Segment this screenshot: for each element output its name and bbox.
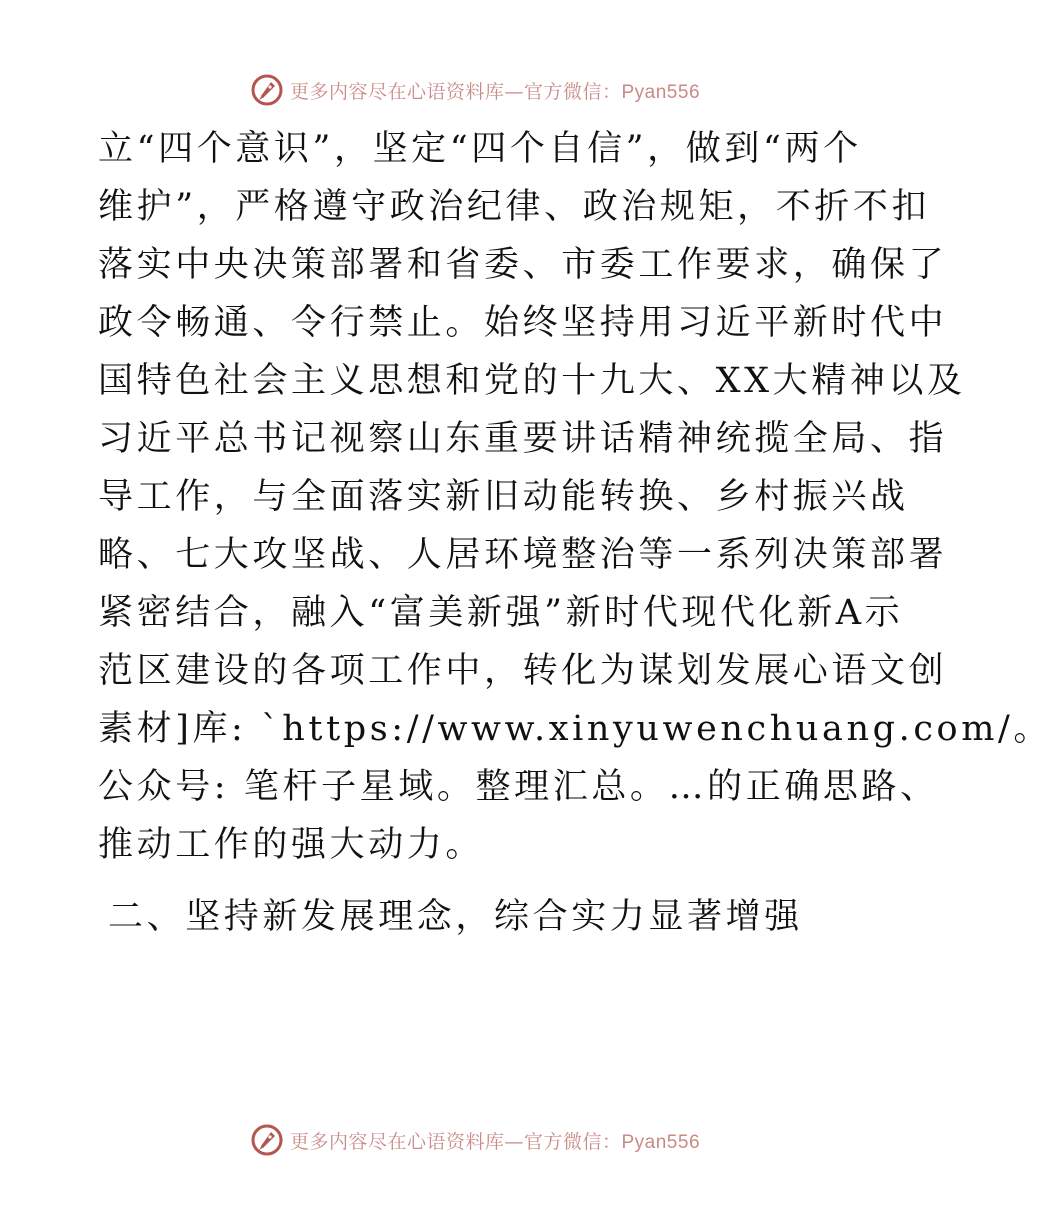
paragraph-line: 立“四个意识”，坚定“四个自信”，做到“两个: [98, 129, 862, 169]
footer-banner-label: 更多内容尽在心语资料库—官方微信：: [289, 1130, 622, 1153]
paragraph-line: 紧密结合，融入“富美新强”新时代现代化新A示: [98, 593, 904, 633]
paragraph-line: 习近平总书记视察山东重要讲话精神统揽全局、指: [98, 419, 948, 459]
paragraph-line: 推动工作的强大动力。: [98, 825, 485, 865]
paragraph-line: 范区建设的各项工作中，转化为谋划发展心语文创: [98, 651, 948, 691]
paragraph-line: 公众号: 笔杆子星域。整理汇总。…的正确思路、: [98, 767, 939, 807]
paragraph-line: 略、七大攻坚战、人居环境整治等一系列决策部署: [98, 535, 948, 575]
footer-banner-content: [250, 1123, 700, 1157]
footer-banner-id: Pyan556: [621, 1131, 701, 1153]
paragraph-line: 国特色社会主义思想和党的十九大、XX大精神以及: [98, 361, 966, 401]
header-banner-label: 更多内容尽在心语资料库—官方微信：: [289, 80, 622, 103]
paragraph-line: 素材]库: `https://www.xinyuwenchuang.com/。: [98, 709, 1052, 749]
footer-banner: [0, 1120, 950, 1160]
pen-nib-logo-icon: [250, 1123, 284, 1157]
section-heading: 二、坚持新发展理念，综合实力显著增强: [108, 897, 803, 937]
paragraph-line: 维护”，严格遵守政治纪律、政治规矩，不折不扣: [98, 187, 931, 227]
pen-nib-logo-icon: [250, 73, 284, 107]
header-banner-content: [250, 73, 700, 107]
paragraph-line: 落实中央决策部署和省委、市委工作要求，确保了: [98, 245, 948, 285]
document-body: [98, 120, 1052, 874]
header-banner: [0, 70, 950, 110]
header-banner-id: Pyan556: [621, 81, 701, 103]
header-banner-text: [290, 77, 700, 104]
paragraph-line: 导工作，与全面落实新旧动能转换、乡村振兴战: [98, 477, 909, 517]
paragraph-line: 政令畅通、令行禁止。始终坚持用习近平新时代中: [98, 303, 948, 343]
footer-banner-text: [290, 1127, 700, 1154]
